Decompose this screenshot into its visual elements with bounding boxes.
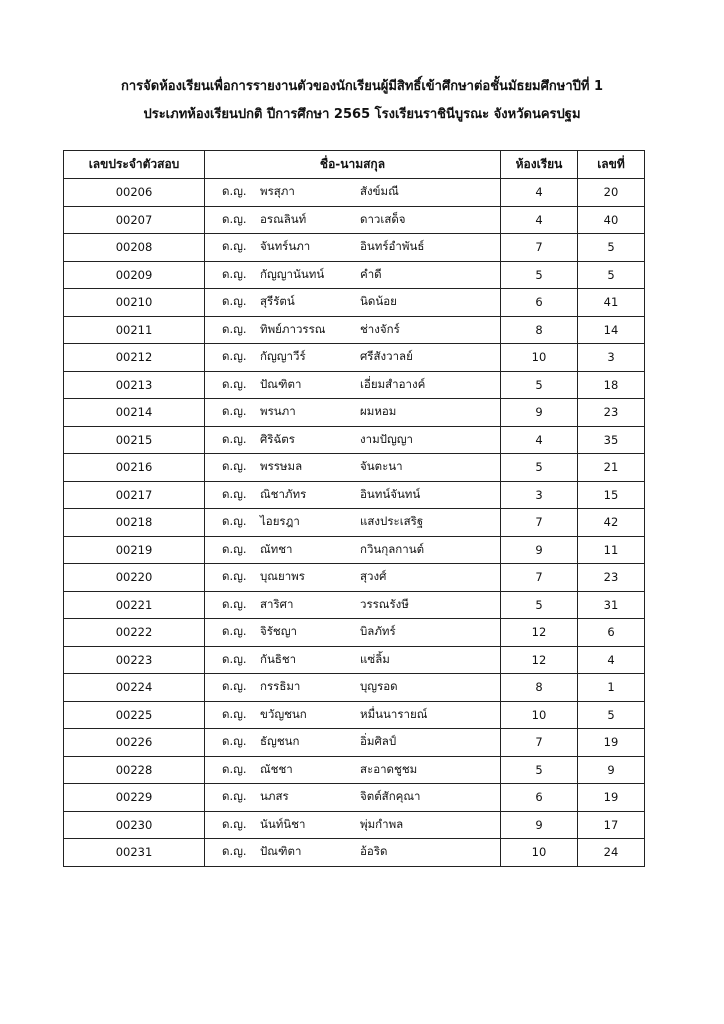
exam-id-cell: 00208 bbox=[64, 234, 205, 262]
header-seat-number: เลขที่ bbox=[578, 151, 645, 179]
table-row bbox=[64, 426, 645, 454]
student-name-cell bbox=[205, 619, 501, 647]
classroom-cell: 5 bbox=[501, 756, 578, 784]
seat-number-cell: 3 bbox=[578, 344, 645, 372]
exam-id-cell: 00222 bbox=[64, 619, 205, 647]
name-prefix: ด.ญ. bbox=[222, 734, 247, 749]
exam-id-cell: 00228 bbox=[64, 756, 205, 784]
exam-id-cell: 00229 bbox=[64, 784, 205, 812]
name-prefix: ด.ญ. bbox=[222, 486, 247, 501]
student-name-cell bbox=[205, 399, 501, 427]
name-prefix: ด.ญ. bbox=[222, 624, 247, 639]
student-room-table bbox=[63, 150, 645, 867]
classroom-cell: 4 bbox=[501, 206, 578, 234]
student-name-cell bbox=[205, 371, 501, 399]
exam-id-cell: 00221 bbox=[64, 591, 205, 619]
last-name: เอี่ยมสำอางค์ bbox=[360, 376, 426, 391]
student-name-cell bbox=[205, 179, 501, 207]
exam-id-cell: 00211 bbox=[64, 316, 205, 344]
table-row bbox=[64, 674, 645, 702]
seat-number-cell: 18 bbox=[578, 371, 645, 399]
student-name-cell bbox=[205, 316, 501, 344]
table-row bbox=[64, 619, 645, 647]
student-name-cell bbox=[205, 756, 501, 784]
first-name: กัญญาวีร์ bbox=[260, 349, 306, 364]
header-full-name: ชื่อ-นามสกุล bbox=[205, 151, 501, 179]
last-name: อินทน์จันทน์ bbox=[360, 486, 421, 501]
student-name-cell bbox=[205, 646, 501, 674]
last-name: แสงประเสริฐ bbox=[360, 514, 424, 529]
student-name-cell bbox=[205, 509, 501, 537]
table-row bbox=[64, 289, 645, 317]
table-header-row bbox=[64, 151, 645, 179]
name-prefix: ด.ญ. bbox=[222, 596, 247, 611]
student-name-cell bbox=[205, 839, 501, 867]
seat-number-cell: 17 bbox=[578, 811, 645, 839]
name-prefix: ด.ญ. bbox=[222, 211, 247, 226]
last-name: จิตต์สักคุณา bbox=[360, 789, 421, 804]
first-name: ไอยรฎา bbox=[260, 514, 300, 529]
classroom-cell: 4 bbox=[501, 179, 578, 207]
seat-number-cell: 6 bbox=[578, 619, 645, 647]
first-name: พรนภา bbox=[260, 404, 296, 419]
exam-id-cell: 00223 bbox=[64, 646, 205, 674]
classroom-cell: 10 bbox=[501, 839, 578, 867]
last-name: จันตะนา bbox=[360, 459, 403, 474]
classroom-cell: 7 bbox=[501, 564, 578, 592]
first-name: สาริศา bbox=[260, 596, 294, 611]
first-name: ธัญชนก bbox=[260, 734, 300, 749]
exam-id-cell: 00210 bbox=[64, 289, 205, 317]
exam-id-cell: 00220 bbox=[64, 564, 205, 592]
seat-number-cell: 1 bbox=[578, 674, 645, 702]
classroom-cell: 6 bbox=[501, 784, 578, 812]
classroom-cell: 7 bbox=[501, 509, 578, 537]
table-row bbox=[64, 591, 645, 619]
first-name: ทิพย์ภาวรรณ bbox=[260, 321, 326, 336]
first-name: ณัทชา bbox=[260, 541, 293, 556]
document-title: การจัดห้องเรียนเพื่อการรายงานตัวของนักเรียนผู้มีสิทธิ์เข้าศึกษาต่อชั้นมัธยมศึกษาปีที่ 1 bbox=[120, 79, 604, 94]
table-row bbox=[64, 509, 645, 537]
student-name-cell bbox=[205, 674, 501, 702]
name-prefix: ด.ญ. bbox=[222, 239, 247, 254]
last-name: บิลภัทร์ bbox=[360, 624, 396, 639]
table-row bbox=[64, 206, 645, 234]
classroom-cell: 8 bbox=[501, 674, 578, 702]
student-name-cell bbox=[205, 234, 501, 262]
classroom-cell: 10 bbox=[501, 344, 578, 372]
exam-id-cell: 00218 bbox=[64, 509, 205, 537]
table-body bbox=[64, 179, 645, 867]
first-name: นันท์นิชา bbox=[260, 816, 306, 831]
student-name-cell bbox=[205, 426, 501, 454]
seat-number-cell: 15 bbox=[578, 481, 645, 509]
student-name-cell bbox=[205, 481, 501, 509]
last-name: วรรณรังษี bbox=[360, 596, 409, 611]
student-name-cell bbox=[205, 454, 501, 482]
first-name: ณัชชา bbox=[260, 761, 293, 776]
table-row bbox=[64, 536, 645, 564]
seat-number-cell: 20 bbox=[578, 179, 645, 207]
last-name: บุญรอด bbox=[360, 679, 398, 694]
first-name: กันธิชา bbox=[260, 651, 297, 666]
name-prefix: ด.ญ. bbox=[222, 789, 247, 804]
classroom-cell: 5 bbox=[501, 591, 578, 619]
classroom-cell: 10 bbox=[501, 701, 578, 729]
last-name: อิ่มศิลป์ bbox=[360, 734, 397, 749]
student-name-cell bbox=[205, 701, 501, 729]
seat-number-cell: 19 bbox=[578, 784, 645, 812]
student-name-cell bbox=[205, 591, 501, 619]
table-row bbox=[64, 234, 645, 262]
name-prefix: ด.ญ. bbox=[222, 349, 247, 364]
table-row bbox=[64, 701, 645, 729]
name-prefix: ด.ญ. bbox=[222, 706, 247, 721]
name-prefix: ด.ญ. bbox=[222, 459, 247, 474]
table-row bbox=[64, 316, 645, 344]
table-row bbox=[64, 344, 645, 372]
first-name: ปัณฑิตา bbox=[260, 376, 302, 391]
name-prefix: ด.ญ. bbox=[222, 514, 247, 529]
table-row bbox=[64, 729, 645, 757]
seat-number-cell: 35 bbox=[578, 426, 645, 454]
exam-id-cell: 00206 bbox=[64, 179, 205, 207]
seat-number-cell: 5 bbox=[578, 701, 645, 729]
seat-number-cell: 40 bbox=[578, 206, 645, 234]
name-prefix: ด.ญ. bbox=[222, 376, 247, 391]
seat-number-cell: 31 bbox=[578, 591, 645, 619]
classroom-cell: 5 bbox=[501, 261, 578, 289]
last-name: กวินกุลกานต์ bbox=[360, 541, 425, 556]
seat-number-cell: 4 bbox=[578, 646, 645, 674]
header-classroom: ห้องเรียน bbox=[501, 151, 578, 179]
seat-number-cell: 23 bbox=[578, 399, 645, 427]
table-row bbox=[64, 481, 645, 509]
last-name: ช่างจักร์ bbox=[360, 321, 400, 336]
last-name: อินทร์อำพันธ์ bbox=[360, 239, 425, 254]
classroom-cell: 3 bbox=[501, 481, 578, 509]
name-prefix: ด.ญ. bbox=[222, 651, 247, 666]
first-name: จิรัชญา bbox=[260, 624, 297, 639]
classroom-cell: 9 bbox=[501, 811, 578, 839]
table-row bbox=[64, 839, 645, 867]
classroom-cell: 9 bbox=[501, 536, 578, 564]
classroom-cell: 5 bbox=[501, 371, 578, 399]
first-name: กรรธิมา bbox=[260, 679, 301, 694]
seat-number-cell: 5 bbox=[578, 234, 645, 262]
last-name: แซ่ลิ้ม bbox=[360, 651, 390, 666]
last-name: หมื่นนารายณ์ bbox=[360, 706, 428, 721]
seat-number-cell: 21 bbox=[578, 454, 645, 482]
student-name-cell bbox=[205, 729, 501, 757]
last-name: สะอาดชูชม bbox=[360, 761, 418, 776]
student-name-cell bbox=[205, 536, 501, 564]
first-name: กัญญานันทน์ bbox=[260, 266, 325, 281]
table-row bbox=[64, 454, 645, 482]
table-row bbox=[64, 371, 645, 399]
name-prefix: ด.ญ. bbox=[222, 184, 247, 199]
seat-number-cell: 11 bbox=[578, 536, 645, 564]
student-name-cell bbox=[205, 289, 501, 317]
classroom-cell: 8 bbox=[501, 316, 578, 344]
name-prefix: ด.ญ. bbox=[222, 679, 247, 694]
last-name: งามปัญญา bbox=[360, 431, 414, 446]
name-prefix: ด.ญ. bbox=[222, 816, 247, 831]
table-row bbox=[64, 261, 645, 289]
seat-number-cell: 14 bbox=[578, 316, 645, 344]
name-prefix: ด.ญ. bbox=[222, 569, 247, 584]
name-prefix: ด.ญ. bbox=[222, 266, 247, 281]
first-name: ปัณฑิตา bbox=[260, 844, 302, 859]
first-name: จันทร์นภา bbox=[260, 239, 311, 254]
first-name: พรสุภา bbox=[260, 184, 295, 199]
last-name: พุ่มกำพล bbox=[360, 816, 404, 831]
exam-id-cell: 00230 bbox=[64, 811, 205, 839]
seat-number-cell: 19 bbox=[578, 729, 645, 757]
exam-id-cell: 00214 bbox=[64, 399, 205, 427]
student-name-cell bbox=[205, 564, 501, 592]
table-row bbox=[64, 784, 645, 812]
seat-number-cell: 23 bbox=[578, 564, 645, 592]
student-name-cell bbox=[205, 344, 501, 372]
seat-number-cell: 42 bbox=[578, 509, 645, 537]
last-name: ศรีสังวาลย์ bbox=[360, 349, 413, 364]
table-row bbox=[64, 646, 645, 674]
exam-id-cell: 00213 bbox=[64, 371, 205, 399]
seat-number-cell: 5 bbox=[578, 261, 645, 289]
student-name-cell bbox=[205, 784, 501, 812]
last-name: ดาวเสด็จ bbox=[360, 211, 406, 226]
name-prefix: ด.ญ. bbox=[222, 321, 247, 336]
classroom-cell: 5 bbox=[501, 454, 578, 482]
seat-number-cell: 24 bbox=[578, 839, 645, 867]
first-name: ขวัญชนก bbox=[260, 706, 307, 721]
last-name: อ้อริด bbox=[360, 844, 388, 859]
exam-id-cell: 00224 bbox=[64, 674, 205, 702]
last-name: นิดน้อย bbox=[360, 294, 397, 309]
student-name-cell bbox=[205, 206, 501, 234]
exam-id-cell: 00217 bbox=[64, 481, 205, 509]
exam-id-cell: 00219 bbox=[64, 536, 205, 564]
name-prefix: ด.ญ. bbox=[222, 844, 247, 859]
exam-id-cell: 00207 bbox=[64, 206, 205, 234]
table-row bbox=[64, 179, 645, 207]
exam-id-cell: 00226 bbox=[64, 729, 205, 757]
exam-id-cell: 00212 bbox=[64, 344, 205, 372]
classroom-cell: 6 bbox=[501, 289, 578, 317]
classroom-cell: 9 bbox=[501, 399, 578, 427]
last-name: สุวงศ์ bbox=[360, 569, 387, 584]
exam-id-cell: 00215 bbox=[64, 426, 205, 454]
exam-id-cell: 00209 bbox=[64, 261, 205, 289]
name-prefix: ด.ญ. bbox=[222, 404, 247, 419]
table-row bbox=[64, 811, 645, 839]
student-name-cell bbox=[205, 261, 501, 289]
table-row bbox=[64, 399, 645, 427]
first-name: พรรษมล bbox=[260, 459, 303, 474]
last-name: คำดี bbox=[360, 266, 382, 281]
first-name: บุณยาพร bbox=[260, 569, 305, 584]
classroom-cell: 7 bbox=[501, 729, 578, 757]
first-name: นภสร bbox=[260, 789, 289, 804]
classroom-cell: 12 bbox=[501, 646, 578, 674]
exam-id-cell: 00231 bbox=[64, 839, 205, 867]
classroom-cell: 12 bbox=[501, 619, 578, 647]
last-name: สังข์มณี bbox=[360, 184, 399, 199]
table-row bbox=[64, 564, 645, 592]
first-name: สุรีรัตน์ bbox=[260, 294, 295, 309]
name-prefix: ด.ญ. bbox=[222, 431, 247, 446]
exam-id-cell: 00225 bbox=[64, 701, 205, 729]
first-name: ศิริฉัตร bbox=[260, 431, 295, 446]
seat-number-cell: 41 bbox=[578, 289, 645, 317]
name-prefix: ด.ญ. bbox=[222, 294, 247, 309]
exam-id-cell: 00216 bbox=[64, 454, 205, 482]
seat-number-cell: 9 bbox=[578, 756, 645, 784]
first-name: ณิชาภัทร bbox=[260, 486, 307, 501]
document-subtitle: ประเภทห้องเรียนปกติ ปีการศึกษา 2565 โรงเรียนราชินีบูรณะ จังหวัดนครปฐม bbox=[143, 107, 581, 122]
student-name-cell bbox=[205, 811, 501, 839]
classroom-cell: 7 bbox=[501, 234, 578, 262]
first-name: อรณลินท์ bbox=[260, 211, 307, 226]
header-exam-id: เลขประจำตัวสอบ bbox=[64, 151, 205, 179]
classroom-cell: 4 bbox=[501, 426, 578, 454]
last-name: ผมหอม bbox=[360, 404, 397, 419]
table-row bbox=[64, 756, 645, 784]
name-prefix: ด.ญ. bbox=[222, 761, 247, 776]
name-prefix: ด.ญ. bbox=[222, 541, 247, 556]
